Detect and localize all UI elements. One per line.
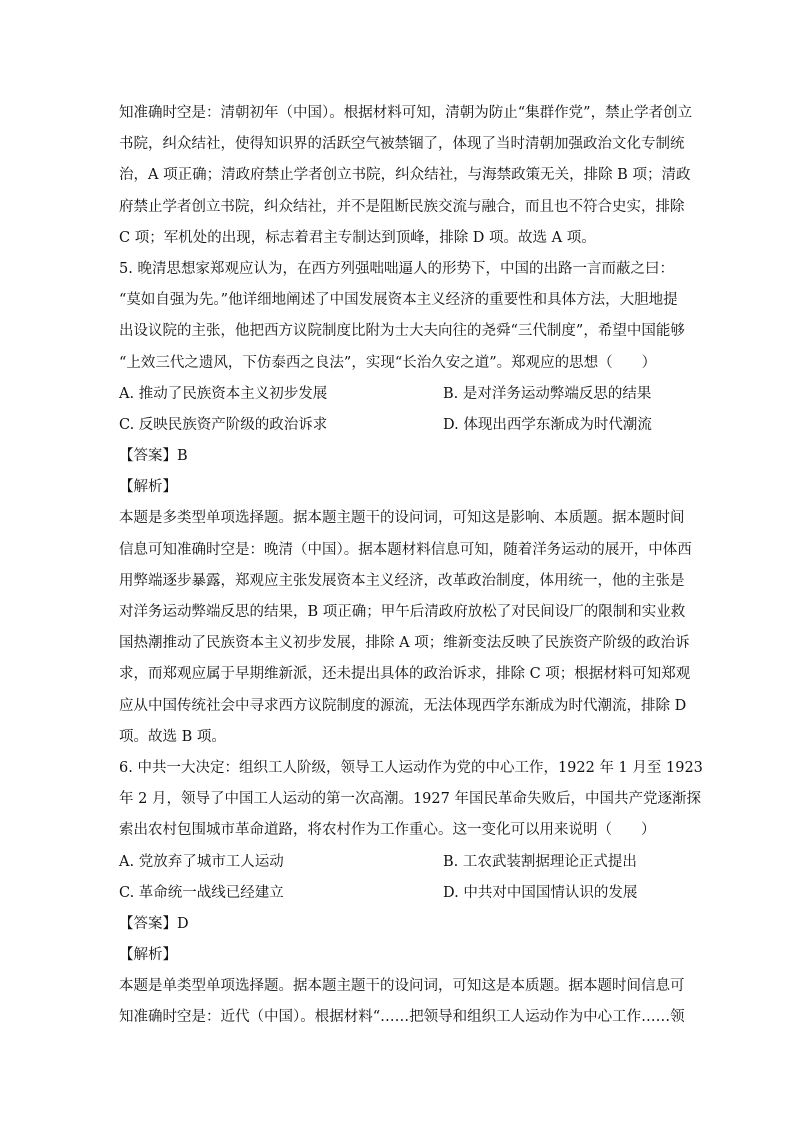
analysis-text	[119, 503, 692, 753]
answer-line: 【答案】D	[119, 915, 189, 932]
text-line: 求，而郑观应属于早期维新派，还未提出具体的政治诉求，排除 C 项；根据材料可知郑观	[119, 666, 691, 683]
question-stem-line: “莫如自强为先。”他详细地阐述了中国发展资本主义经济的重要性和具体方法，大胆地提	[119, 292, 678, 309]
text-line: 知准确时空是：近代（中国）。根据材料“……把领导和组织工人运动作为中心工作……领	[119, 1009, 685, 1026]
text-line: 知准确时空是：清朝初年（中国）。根据材料可知，清朝为防止“集群作党”，禁止学者创立	[119, 105, 693, 121]
options-row	[119, 379, 667, 410]
text-line: 对洋务运动弊端反思的结果，B 项正确；甲午后清政府放松了对民间设厂的限制和实业救	[119, 604, 686, 620]
text-line: 国热潮推动了民族资本主义初步发展，排除 A 项；维新变法反映了民族资产阶级的政治诉	[119, 635, 690, 652]
question-stem-line: 出设议院的主张，他把西方议院制度比附为士大夫向往的尧舜“三代制度”，希望中国能够	[119, 323, 685, 340]
question-6	[119, 753, 703, 1034]
options-row	[119, 410, 667, 441]
text-line: 府禁止学者创立书院，纠众结社，并不是阻断民族交流与融合，而且也不符合史实，排除	[119, 198, 685, 215]
question-stem-line: 6. 中共一大决定：组织工人阶级，领导工人运动作为党的中心工作，1922 年 1 月至 1923	[119, 759, 703, 776]
text-line: 书院，纠众结社，使得知识界的活跃空气被禁锢了，体现了当时清朝加强政治文化专制统	[119, 136, 685, 153]
option-d: D. 中共对中国国情认识的发展	[443, 884, 638, 901]
option-d: D. 体现出西学东渐成为时代潮流	[443, 416, 652, 433]
options-row	[119, 847, 667, 878]
option-c: C. 反映民族资产阶级的政治诉求	[119, 416, 328, 433]
question-stem-line: 索出农村包围城市革命道路，将农村作为工作重心。这一变化可以用来说明（ ）	[119, 822, 656, 839]
analysis-text	[119, 971, 685, 1033]
document-page	[119, 98, 703, 1034]
text-line: 项。故选 B 项。	[119, 728, 226, 745]
answer-line: 【答案】B	[119, 448, 188, 465]
question-5	[119, 254, 692, 753]
intro-analysis	[119, 98, 693, 254]
option-c: C. 革命统一战线已经建立	[119, 884, 284, 901]
text-line: 用弊端逐步暴露，郑观应主张发展资本主义经济，改革政治制度，体用统一，他的主张是	[119, 572, 685, 589]
analysis-heading: 【解析】	[119, 947, 177, 964]
question-stem-line: 5. 晚清思想家郑观应认为，在西方列强咄咄逼人的形势下，中国的出路一言而蔽之曰：	[119, 260, 674, 277]
option-a: A. 党放弃了城市工人运动	[119, 853, 284, 870]
option-b: B. 是对洋务运动弊端反思的结果	[443, 385, 652, 402]
question-stem-line: 年 2 月，领导了中国工人运动的第一次高潮。1927 年国民革命失败后，中国共产党逐渐探	[119, 791, 701, 808]
text-line: 应从中国传统社会中寻求西方议院制度的源流，无法体现西学东渐成为时代潮流，排除 D	[119, 697, 687, 714]
analysis-heading: 【解析】	[119, 479, 177, 496]
question-stem-line: “上效三代之遗风，下仿泰西之良法”，实现“长治久安之道”。郑观应的思想（ ）	[119, 354, 657, 371]
text-line: 本题是单类型单项选择题。据本题主题干的设问词，可知这是本质题。据本题时间信息可	[119, 978, 685, 995]
text-line: 信息可知准确时空是：晚清（中国）。据本题材料信息可知，随着洋务运动的展开，中体西	[119, 541, 692, 558]
options-row	[119, 878, 667, 909]
option-a: A. 推动了民族资本主义初步发展	[119, 385, 328, 402]
text-line: 治，A 项正确；清政府禁止学者创立书院，纠众结社，与海禁政策无关，排除 B 项；清政	[119, 167, 691, 184]
text-line: 本题是多类型单项选择题。据本题主题干的设问词，可知这是影响、本质题。据本题时间	[119, 510, 685, 527]
text-line: C 项；军机处的出现，标志着君主专制达到顶峰，排除 D 项。故选 A 项。	[119, 229, 596, 246]
option-b: B. 工农武装割据理论正式提出	[443, 853, 637, 870]
